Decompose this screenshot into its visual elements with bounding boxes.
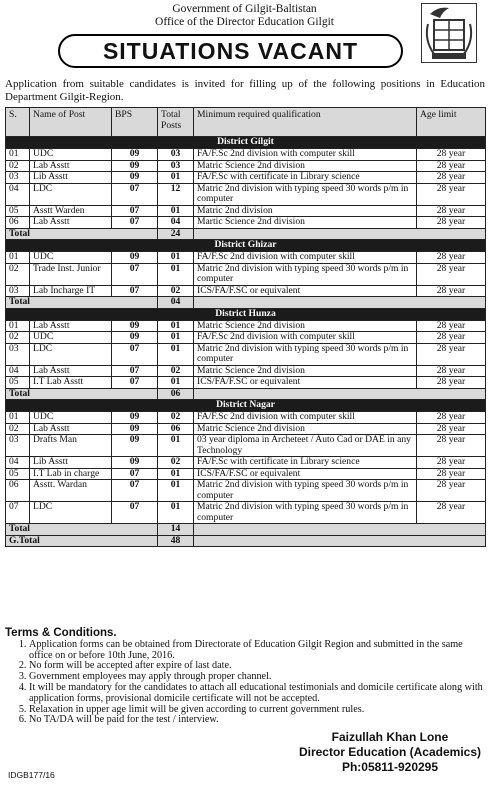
- total-value: 06: [158, 388, 194, 400]
- total-posts-cell: 01: [158, 480, 194, 502]
- bps-cell: 09: [112, 435, 158, 457]
- table-row: [6, 435, 486, 457]
- post-name-cell: Lab Asstt: [30, 160, 112, 172]
- qualification-cell: ICS/FA/F.SC or equivalent: [194, 285, 417, 297]
- table-row: [6, 320, 486, 332]
- bps-cell: 07: [112, 183, 158, 205]
- serial-cell: 02: [6, 160, 30, 172]
- age-limit-cell: 28 year: [417, 149, 486, 161]
- serial-cell: 05: [6, 377, 30, 389]
- total-posts-cell: 01: [158, 320, 194, 332]
- total-spacer: [194, 228, 486, 240]
- post-name-cell: LDC: [30, 183, 112, 205]
- qualification-cell: FA/F.Sc 2nd division with computer skill: [194, 252, 417, 264]
- age-limit-cell: 28 year: [417, 423, 486, 435]
- terms-item: 3. Government employees may apply through proper channel.: [29, 672, 484, 683]
- district-total-row: [6, 297, 486, 309]
- total-posts-cell: 01: [158, 468, 194, 480]
- qualification-cell: FA/F.Sc 2nd division with computer skill: [194, 332, 417, 344]
- qualification-cell: Matric 2nd division with typing speed 30 words p/m in computer: [194, 480, 417, 502]
- serial-cell: 01: [6, 412, 30, 424]
- total-posts-cell: 12: [158, 183, 194, 205]
- bps-cell: 09: [112, 332, 158, 344]
- bps-cell: 09: [112, 412, 158, 424]
- qualification-cell: FA/F.Sc 2nd division with computer skill: [194, 149, 417, 161]
- bps-cell: 07: [112, 343, 158, 365]
- col-header-total-posts: Total Posts: [158, 108, 194, 137]
- qualification-cell: Matric Science 2nd division: [194, 365, 417, 377]
- bps-cell: 07: [112, 365, 158, 377]
- bps-cell: 07: [112, 480, 158, 502]
- total-posts-cell: 01: [158, 205, 194, 217]
- table-row: [6, 172, 486, 184]
- age-limit-cell: 28 year: [417, 468, 486, 480]
- district-name: District Gilgit: [6, 137, 486, 149]
- qualification-cell: Matric Science 2nd division: [194, 320, 417, 332]
- bps-cell: 09: [112, 252, 158, 264]
- table-row: [6, 457, 486, 469]
- table-row: [6, 412, 486, 424]
- post-name-cell: Lab Asstt: [30, 365, 112, 377]
- table-row: [6, 423, 486, 435]
- district-header-row: [6, 137, 486, 149]
- post-name-cell: Lab Asstt: [30, 217, 112, 229]
- table-row: [6, 160, 486, 172]
- serial-cell: 03: [6, 285, 30, 297]
- qualification-cell: ICS/FA/F.SC or equivalent: [194, 377, 417, 389]
- col-header-qualification: Minimum required qualification: [194, 108, 417, 137]
- post-name-cell: Asstt. Wardan: [30, 480, 112, 502]
- post-name-cell: LDC: [30, 502, 112, 524]
- table-row: [6, 332, 486, 344]
- terms-section: [5, 628, 485, 726]
- bps-cell: 07: [112, 263, 158, 285]
- district-total-row: [6, 228, 486, 240]
- grand-total-row: [6, 535, 486, 547]
- district-header-row: [6, 240, 486, 252]
- total-posts-cell: 01: [158, 252, 194, 264]
- post-name-cell: Lab Asstt: [30, 320, 112, 332]
- post-name-cell: UDC: [30, 412, 112, 424]
- age-limit-cell: 28 year: [417, 332, 486, 344]
- total-posts-cell: 01: [158, 263, 194, 285]
- terms-item: 2. No form will be accepted after expire of last date.: [29, 661, 484, 672]
- age-limit-cell: 28 year: [417, 320, 486, 332]
- age-limit-cell: 28 year: [417, 217, 486, 229]
- total-label: Total: [6, 228, 158, 240]
- serial-cell: 01: [6, 252, 30, 264]
- bps-cell: 09: [112, 172, 158, 184]
- qualification-cell: FA/F.Sc with certificate in Library science: [194, 172, 417, 184]
- bps-cell: 07: [112, 285, 158, 297]
- post-name-cell: Drafts Man: [30, 435, 112, 457]
- district-name: District Nagar: [6, 400, 486, 412]
- post-name-cell: LDC: [30, 343, 112, 365]
- age-limit-cell: 28 year: [417, 377, 486, 389]
- post-name-cell: I.T Lab in charge: [30, 468, 112, 480]
- terms-item: 5. Relaxation in upper age limit will be given according to current government rules.: [29, 705, 484, 716]
- table-row: [6, 252, 486, 264]
- bps-cell: 07: [112, 502, 158, 524]
- age-limit-cell: 28 year: [417, 412, 486, 424]
- age-limit-cell: 28 year: [417, 252, 486, 264]
- total-spacer: [194, 524, 486, 536]
- vacancies-table: [5, 107, 486, 547]
- post-name-cell: Lib Asstt: [30, 172, 112, 184]
- total-posts-cell: 02: [158, 412, 194, 424]
- table-row: [6, 377, 486, 389]
- age-limit-cell: 28 year: [417, 343, 486, 365]
- post-name-cell: Asstt Warden: [30, 205, 112, 217]
- age-limit-cell: 28 year: [417, 205, 486, 217]
- total-posts-cell: 01: [158, 343, 194, 365]
- serial-cell: 06: [6, 217, 30, 229]
- age-limit-cell: 28 year: [417, 457, 486, 469]
- bps-cell: 07: [112, 205, 158, 217]
- situations-vacant-banner: SITUATIONS VACANT: [58, 34, 403, 68]
- bps-cell: 07: [112, 217, 158, 229]
- bps-cell: 07: [112, 377, 158, 389]
- table-row: [6, 285, 486, 297]
- government-line: Government of Gilgit-Baltistan: [172, 3, 317, 15]
- qualification-cell: 03 year diploma in Archeteet / Auto Cad or DAE in any Technology: [194, 435, 417, 457]
- bps-cell: 07: [112, 468, 158, 480]
- serial-cell: 04: [6, 365, 30, 377]
- terms-list: [5, 640, 484, 726]
- bps-cell: 09: [112, 160, 158, 172]
- qualification-cell: Matric Science 2nd division: [194, 423, 417, 435]
- total-posts-cell: 01: [158, 172, 194, 184]
- serial-cell: 04: [6, 183, 30, 205]
- district-total-row: [6, 524, 486, 536]
- total-posts-cell: 03: [158, 160, 194, 172]
- serial-cell: 05: [6, 468, 30, 480]
- district-name: District Ghizar: [6, 240, 486, 252]
- terms-item: 1. Application forms can be obtained from Directorate of Education Gilgit Region and submitted in the same office on or before 10th June, 2016.: [29, 640, 484, 662]
- bps-cell: 09: [112, 320, 158, 332]
- col-header-age-limit: Age limit: [417, 108, 486, 137]
- qualification-cell: Matric 2nd division with typing speed 30 words p/m in computer: [194, 343, 417, 365]
- table-row: [6, 217, 486, 229]
- qualification-cell: FA/F.Sc 2nd division with computer skill: [194, 412, 417, 424]
- office-line: Office of the Director Education Gilgit: [155, 16, 334, 28]
- district-header-row: [6, 308, 486, 320]
- age-limit-cell: 28 year: [417, 502, 486, 524]
- table-header-row: [6, 108, 486, 137]
- table-row: [6, 183, 486, 205]
- age-limit-cell: 28 year: [417, 172, 486, 184]
- total-label: Total: [6, 388, 158, 400]
- table-row: [6, 263, 486, 285]
- post-name-cell: UDC: [30, 332, 112, 344]
- terms-item: 4. It will be mandatory for the candidates to attach all educational testimonials and domicile certificate along with application forms, provisional domicile certificate will not be accepted.: [29, 683, 484, 705]
- age-limit-cell: 28 year: [417, 160, 486, 172]
- signature-block: [299, 730, 481, 775]
- serial-cell: 02: [6, 332, 30, 344]
- page-header: [0, 3, 489, 29]
- serial-cell: 05: [6, 205, 30, 217]
- total-spacer: [194, 388, 486, 400]
- signatory-name: Faizullah Khan Lone: [331, 730, 449, 744]
- government-emblem-icon: [421, 3, 477, 63]
- table-row: [6, 343, 486, 365]
- total-label: Total: [6, 524, 158, 536]
- bps-cell: 09: [112, 423, 158, 435]
- col-header-serial: S.: [6, 108, 30, 137]
- serial-cell: 06: [6, 480, 30, 502]
- qualification-cell: ICS/FA/F.SC or equivalent: [194, 468, 417, 480]
- total-posts-cell: 04: [158, 217, 194, 229]
- post-name-cell: Lib Asstt: [30, 457, 112, 469]
- total-posts-cell: 02: [158, 365, 194, 377]
- reference-number: IDGB177/16: [8, 770, 55, 780]
- qualification-cell: Matric 2nd division with typing speed 30 words p/m in computer: [194, 502, 417, 524]
- total-posts-cell: 01: [158, 332, 194, 344]
- district-header-row: [6, 400, 486, 412]
- table-row: [6, 205, 486, 217]
- grand-total-spacer: [194, 535, 486, 547]
- post-name-cell: I.T Lab Asstt: [30, 377, 112, 389]
- qualification-cell: Martic Science 2nd division: [194, 217, 417, 229]
- total-value: 04: [158, 297, 194, 309]
- col-header-post: Name of Post: [30, 108, 112, 137]
- serial-cell: 02: [6, 423, 30, 435]
- total-posts-cell: 01: [158, 502, 194, 524]
- table-row: [6, 149, 486, 161]
- qualification-cell: FA/F.Sc with certificate in Library science: [194, 457, 417, 469]
- serial-cell: 04: [6, 457, 30, 469]
- total-posts-cell: 02: [158, 457, 194, 469]
- age-limit-cell: 28 year: [417, 480, 486, 502]
- total-value: 14: [158, 524, 194, 536]
- serial-cell: 03: [6, 343, 30, 365]
- total-posts-cell: 01: [158, 377, 194, 389]
- qualification-cell: Matric 2nd division: [194, 205, 417, 217]
- contact-phone: Ph:05811-920295: [341, 760, 439, 774]
- serial-cell: 01: [6, 320, 30, 332]
- age-limit-cell: 28 year: [417, 285, 486, 297]
- qualification-cell: Matric 2nd division with typing speed 30 words p/m in computer: [194, 263, 417, 285]
- serial-cell: 01: [6, 149, 30, 161]
- age-limit-cell: 28 year: [417, 183, 486, 205]
- serial-cell: 02: [6, 263, 30, 285]
- table-row: [6, 468, 486, 480]
- serial-cell: 03: [6, 172, 30, 184]
- table-row: [6, 365, 486, 377]
- post-name-cell: Lab Asstt: [30, 423, 112, 435]
- terms-heading: Terms & Conditions.: [5, 627, 117, 639]
- post-name-cell: Trade Inst. Junior: [30, 263, 112, 285]
- total-spacer: [194, 297, 486, 309]
- signatory-title: Director Education (Academics): [298, 745, 481, 759]
- post-name-cell: UDC: [30, 149, 112, 161]
- total-posts-cell: 02: [158, 285, 194, 297]
- table-row: [6, 480, 486, 502]
- serial-cell: 07: [6, 502, 30, 524]
- bps-cell: 09: [112, 149, 158, 161]
- total-label: Total: [6, 297, 158, 309]
- total-posts-cell: 01: [158, 435, 194, 457]
- serial-cell: 03: [6, 435, 30, 457]
- bps-cell: 09: [112, 457, 158, 469]
- total-posts-cell: 03: [158, 149, 194, 161]
- qualification-cell: Matric 2nd division with typing speed 30 words p/m in computer: [194, 183, 417, 205]
- post-name-cell: UDC: [30, 252, 112, 264]
- age-limit-cell: 28 year: [417, 365, 486, 377]
- qualification-cell: Matric Science 2nd division: [194, 160, 417, 172]
- district-name: District Hunza: [6, 308, 486, 320]
- post-name-cell: Lab Incharge IT: [30, 285, 112, 297]
- grand-total-label: G.Total: [6, 535, 158, 547]
- terms-item: 6. No TA/DA will be paid for the test / interview.: [29, 715, 484, 726]
- age-limit-cell: 28 year: [417, 435, 486, 457]
- col-header-bps: BPS: [112, 108, 158, 137]
- total-posts-cell: 06: [158, 423, 194, 435]
- total-value: 24: [158, 228, 194, 240]
- intro-paragraph: Application from suitable candidates is invited for filling up of the following positions in Education Department Gilgit-Region.: [5, 78, 485, 103]
- grand-total-value: 48: [158, 535, 194, 547]
- district-total-row: [6, 388, 486, 400]
- table-row: [6, 502, 486, 524]
- age-limit-cell: 28 year: [417, 263, 486, 285]
